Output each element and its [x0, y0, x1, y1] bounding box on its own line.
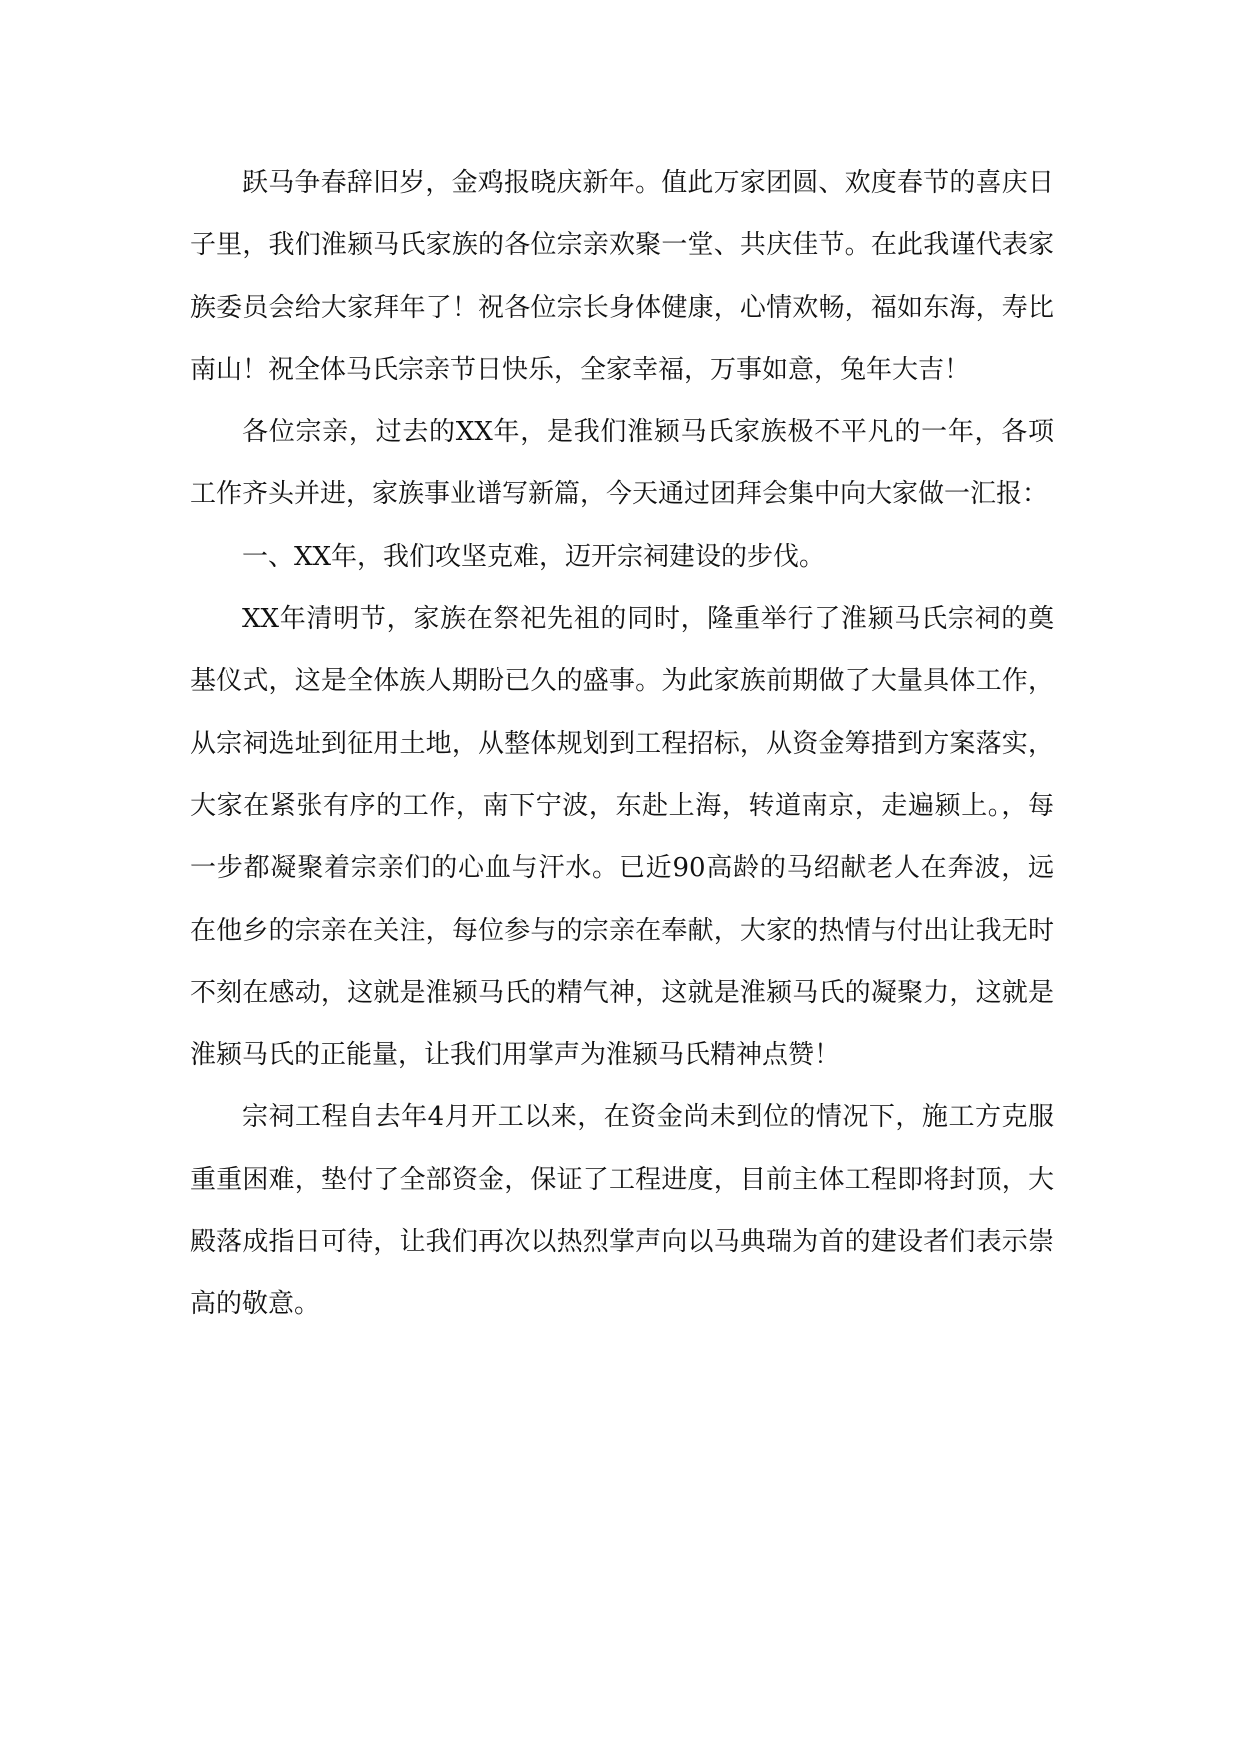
paragraph-year-review-intro: 各位宗亲，过去的XX年，是我们淮颍马氏家族极不平凡的一年，各项工作齐头并进，家族事业谱写新篇，今天通过团拜会集中向大家做一汇报：: [190, 417, 1054, 510]
paragraph-groundbreaking-ceremony: XX年清明节，家族在祭祀先祖的同时，隆重举行了淮颍马氏宗祠的奠基仪式，这是全体族人期盼已久的盛事。为此家族前期做了大量具体工作，从宗祠选址到征用土地，从整体规划到工程招标，从资金筹措到方案落实，大家在紧张有序的工作，南下宁波，东赴上海，转道南京，走遍颍上。，每一步都凝聚着宗亲们的心血与汗水。已近90高龄的马绍献老人在奔波，远在他乡的宗亲在关注，每位参与的宗亲在奉献，大家的热情与付出让我无时不刻在感动，这就是淮颍马氏的精气神，这就是淮颍马氏的凝聚力，这就是淮颍马氏的正能量，让我们用掌声为淮颍马氏精神点赞！: [190, 604, 1054, 1071]
section-heading-ancestral-hall: 一、XX年，我们攻坚克难，迈开宗祠建设的步伐。: [242, 541, 826, 572]
paragraph-construction-progress: 宗祠工程自去年4月开工以来，在资金尚未到位的情况下，施工方克服重重困难，垫付了全部资金，保证了工程进度，目前主体工程即将封顶，大殿落成指日可待，让我们再次以热烈掌声向以马典瑞为首的建设者们表示崇高的敬意。: [190, 1102, 1054, 1320]
paragraph-new-year-greeting: 跃马争春辞旧岁，金鸡报晓庆新年。值此万家团圆、欢度春节的喜庆日子里，我们淮颍马氏家族的各位宗亲欢聚一堂、共庆佳节。在此我谨代表家族委员会给大家拜年了！祝各位宗长身体健康，心情欢畅，福如东海，寿比南山！祝全体马氏宗亲节日快乐，全家幸福，万事如意，兔年大吉！: [190, 168, 1054, 385]
document-body: [190, 152, 1054, 1336]
